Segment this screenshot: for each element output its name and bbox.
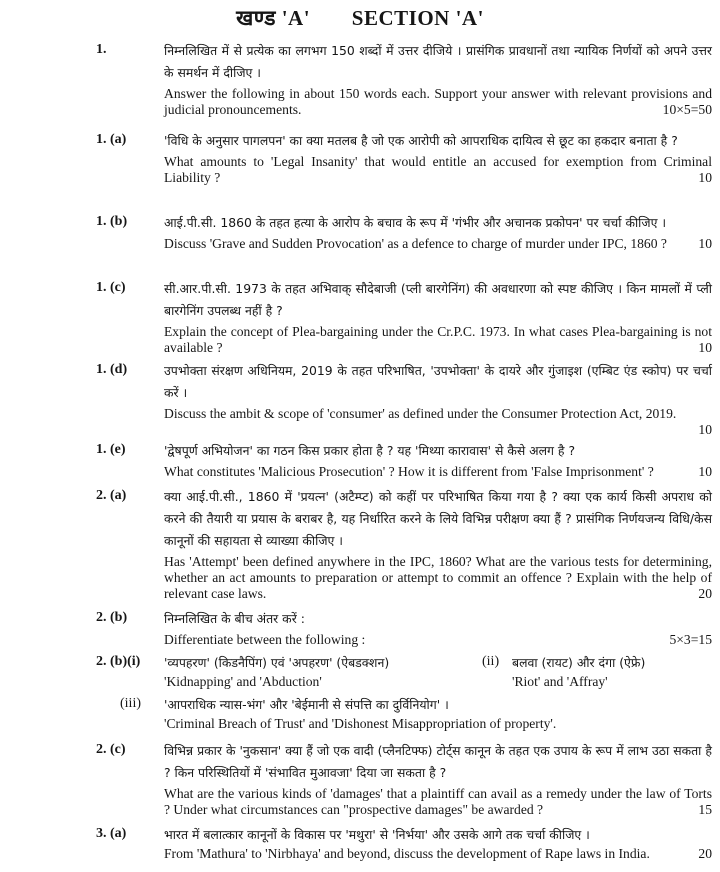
- question-text-english: Explain the concept of Plea-bargaining under the Cr.P.C. 1973. In what cases Plea-bargaining is not available ?: [164, 324, 712, 355]
- question-number: 1. (c): [96, 280, 126, 295]
- question-2b-i-ii: [0, 652, 720, 692]
- question-number: 2. (b)(i): [96, 654, 141, 669]
- question-number: 1.: [96, 42, 107, 57]
- question-text-hindi: भारत में बलात्कार कानूनों के विकास पर 'मथुरा' से 'निर्भया' और उसके आगे तक चर्चा कीजिए ।: [164, 827, 590, 842]
- question-text-english: Discuss the ambit & scope of 'consumer' as defined under the Consumer Protection Act, 2019.: [164, 406, 677, 421]
- question-marks: 15: [698, 802, 712, 817]
- question-marks: 10×5=50: [662, 102, 712, 117]
- question-text-english: What amounts to 'Legal Insanity' that would entitle an accused for exemption from Criminal Liability ?: [164, 154, 712, 185]
- question-text-english: 'Criminal Breach of Trust' and 'Dishonest Misappropriation of property'.: [164, 716, 557, 731]
- question-text-english: 'Kidnapping' and 'Abduction': [164, 674, 322, 689]
- question-number: (iii): [120, 696, 141, 711]
- question-text-hindi: 'विधि के अनुसार पागलपन' का क्या मतलब है जो एक आरोपी को आपराधिक दायित्व से छूट का हकदार बनाता है ?: [164, 133, 678, 148]
- question-text-english: From 'Mathura' to 'Nirbhaya' and beyond, discuss the development of Rape laws in India.: [164, 846, 650, 861]
- question-number-sub: (ii): [482, 654, 500, 669]
- question-number: 1. (d): [96, 362, 128, 377]
- question-number: 1. (a): [96, 132, 127, 147]
- question-marks: 20: [698, 846, 712, 861]
- question-marks: 5×3=15: [669, 632, 712, 647]
- question-sub-text-english: 'Riot' and 'Affray': [512, 674, 608, 689]
- question-text-english: Has 'Attempt' been defined anywhere in the IPC, 1860? What are the various tests for determining, whether an act amounts to preparation or attempt to commit an offence ? Explain with the help of relevant case laws.: [164, 554, 712, 601]
- question-text-english: What constitutes 'Malicious Prosecution' ? How it is different from 'False Imprisonment' ?: [164, 464, 654, 479]
- question-number: 1. (e): [96, 442, 126, 457]
- section-title-english: SECTION 'A': [351, 6, 484, 30]
- question-sub-text-hindi: बलवा (रायट) और दंगा (ऐफ्रे): [512, 655, 646, 670]
- question-number: 2. (a): [96, 488, 127, 503]
- section-title: [0, 4, 720, 32]
- question-number: 1. (b): [96, 214, 128, 229]
- question-marks: 10: [698, 464, 712, 479]
- question-marks: 10: [698, 422, 712, 437]
- question-text-hindi: 'व्यपहरण' (किडनैपिंग) एवं 'अपहरण' (ऐबडक्शन): [164, 655, 390, 670]
- question-marks: 10: [698, 170, 712, 185]
- question-marks: 10: [698, 340, 712, 355]
- question-number: 2. (b): [96, 610, 128, 625]
- question-text-hindi: निम्नलिखित में से प्रत्येक का लगभग 150 शब्दों में उत्तर दीजिये । प्रासंगिक प्रावधानों तथा न्यायिक निर्णयों को अपने उत्तर के समर्थन में दीजिए ।: [164, 43, 712, 80]
- question-text-english: Differentiate between the following :: [164, 632, 366, 647]
- question-text-english: What are the various kinds of 'damages' that a plaintiff can avail as a remedy under the law of Torts ? Under what circumstances can "prospective damages" be awarded ?: [164, 786, 712, 817]
- question-text-english: Discuss 'Grave and Sudden Provocation' as a defence to charge of murder under IPC, 1860 ?: [164, 236, 667, 251]
- question-number: 3. (a): [96, 826, 127, 841]
- question-text-hindi: 'द्वेषपूर्ण अभियोजन' का गठन किस प्रकार होता है ? यह 'मिथ्या कारावास' से कैसे अलग है ?: [164, 443, 576, 458]
- question-marks: 10: [698, 236, 712, 251]
- section-title-hindi: खण्ड 'A': [236, 6, 311, 30]
- question-text-hindi: उपभोक्ता संरक्षण अधिनियम, 2019 के तहत परिभाषित, 'उपभोक्ता' के दायरे और गुंजाइश (एम्बिट एंड स्कोप) पर चर्चा करें ।: [164, 363, 712, 400]
- question-number: 2. (c): [96, 742, 126, 757]
- question-text-hindi: सी.आर.पी.सी. 1973 के तहत अभिवाक् सौदेबाजी (प्ली बारगेनिंग) की अवधारणा को स्पष्ट कीजिए । किन मामलों में प्ली बारगेनिंग उपलब्ध नहीं है ?: [164, 281, 712, 318]
- question-text-english: Answer the following in about 150 words each. Support your answer with relevant provisions and judicial pronouncements.: [164, 86, 712, 117]
- question-text-hindi: आई.पी.सी. 1860 के तहत हत्या के आरोप के बचाव के रूप में 'गंभीर और अचानक प्रकोपन' पर चर्चा कीजिए ।: [164, 215, 667, 230]
- question-text-hindi: क्या आई.पी.सी., 1860 में 'प्रयत्न' (अटैम्प्ट) को कहीं पर परिभाषित किया गया है ? क्या एक कार्य किसी अपराध को करने की तैयारी या प्रयास के बराबर है, यह निर्धारित करने के लिये विभिन्न परीक्षण क्या हैं ? प्रासंगिक निर्णयजन्य विधि/केस कानूनों की सहायता से व्याख्या कीजिए ।: [164, 489, 712, 548]
- question-text-hindi: 'आपराधिक न्यास-भंग' और 'बेईमानी से संपत्ति का दुर्विनियोग' ।: [164, 697, 449, 712]
- question-text-hindi: निम्नलिखित के बीच अंतर करें :: [164, 611, 305, 626]
- question-marks: 20: [698, 586, 712, 601]
- question-text-hindi: विभिन्न प्रकार के 'नुकसान' क्या हैं जो एक वादी (प्लैनटिफ्फ) टोर्ट्स कानून के तहत एक उपाय के रूप में लाभ उठा सकता है ? किन परिस्थितियों में 'संभावित मुआवजा' दिया जा सकता है ?: [164, 743, 712, 780]
